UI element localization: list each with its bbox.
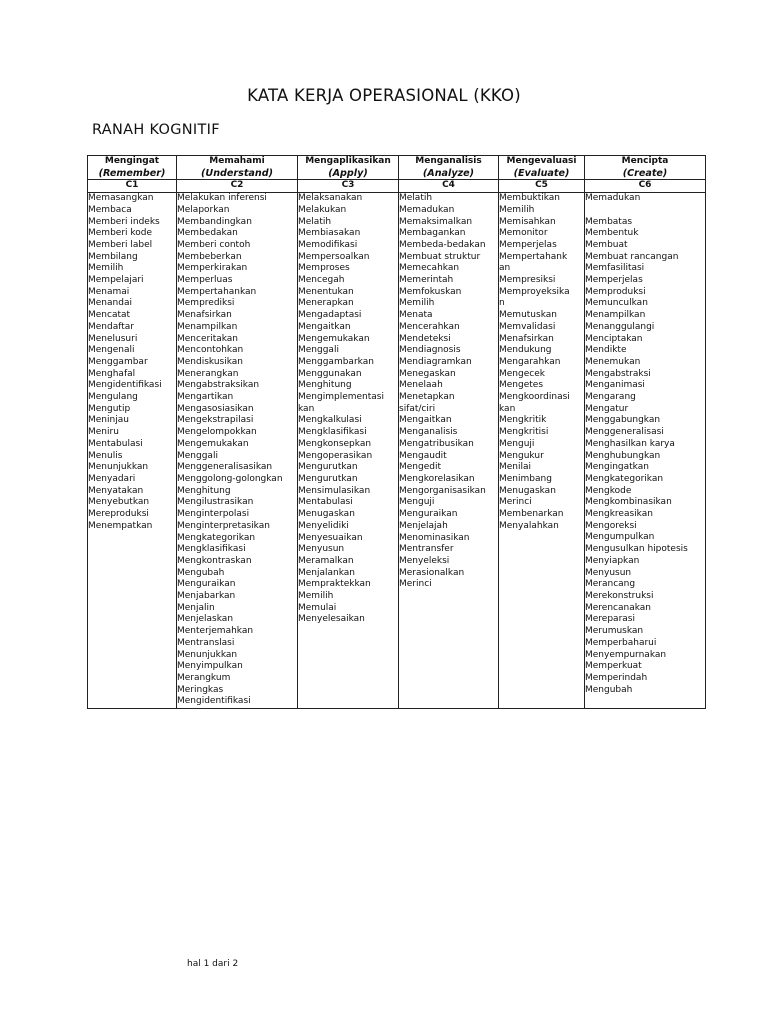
col-5-cell — [499, 193, 585, 709]
col-3-cell — [298, 193, 399, 709]
verb-item: Mengkode — [585, 485, 632, 496]
verb-item: Mengabstraksikan — [177, 380, 260, 391]
verb-item: Melakukan — [298, 204, 347, 215]
verb-item: Memecahkan — [399, 263, 460, 274]
col-4-verb-list — [399, 193, 498, 591]
verb-item: Melaksanakan — [298, 193, 363, 204]
verb-item: Menempatkan — [88, 520, 153, 531]
verb-item — [585, 205, 705, 217]
verb-item: Menggeneralisasikan — [177, 462, 273, 473]
col-2-verb-list — [177, 193, 297, 708]
kko-table — [87, 155, 706, 709]
col-5-english: (Evaluate) — [513, 167, 570, 179]
verb-item: Mentransfer — [399, 544, 454, 555]
verb-item: Menginterpolasi — [177, 509, 250, 520]
col-6-code: C6 — [585, 180, 706, 193]
col-2-code: C2 — [177, 180, 298, 193]
col-1-verb-list — [88, 193, 176, 532]
verb-item: Memproduksi — [585, 286, 646, 297]
verb-item: Meramalkan — [298, 555, 354, 566]
col-1-english: (Remember) — [98, 167, 166, 179]
verb-item: Memfokuskan — [399, 286, 462, 297]
verb-item: Membuat — [585, 239, 628, 250]
verb-item: Mengubah — [585, 684, 633, 695]
verb-item: Menggali — [298, 345, 339, 356]
verb-item: Membentuk — [585, 228, 639, 239]
verb-item: Mereproduksi — [88, 509, 149, 520]
verb-item: Merinci — [499, 497, 532, 508]
verb-item: Merumuskan — [585, 626, 644, 637]
col-4-cell — [399, 193, 499, 709]
verb-item: Mengkalkulasi — [298, 415, 362, 426]
col-3-english: (Apply) — [328, 167, 368, 179]
verb-item: Menguji — [499, 438, 535, 449]
verb-item: Mendiagnosis — [399, 345, 461, 356]
verb-item: Memperkuat — [585, 661, 642, 672]
col-2-name: Memahami — [209, 156, 265, 166]
verb-item: Memunculkan — [585, 298, 648, 309]
verb-item: Memisahkan — [499, 216, 556, 227]
verb-item: Menggabungkan — [585, 415, 661, 426]
verb-item: Menyesuaikan — [298, 532, 363, 543]
verb-item: Membeda-bedakan — [399, 239, 486, 250]
document-title: KATA KERJA OPERASIONAL (KKO) — [247, 86, 521, 105]
verb-item: Merangkum — [177, 672, 231, 683]
col-6-english: (Create) — [622, 167, 668, 179]
verb-item: Mengimplementasi — [298, 392, 384, 403]
verb-item: Mengukur — [499, 450, 544, 461]
verb-item: Menata — [399, 310, 433, 321]
verb-item: Menominasikan — [399, 532, 470, 543]
verb-item: Menyatakan — [88, 485, 144, 496]
verb-item: Mempersoalkan — [298, 251, 370, 262]
verb-item: Menyiapkan — [585, 555, 640, 566]
col-3-code: C3 — [298, 180, 399, 193]
verb-item: Menggeneralisasi — [585, 427, 664, 438]
verb-item: Membatas — [585, 216, 633, 227]
verb-item: Memperjelas — [585, 275, 643, 286]
verb-item: Menugaskan — [499, 485, 556, 496]
verb-item: Mentabulasi — [298, 497, 353, 508]
verb-item: Membuktikan — [499, 193, 561, 204]
verb-item: Menginterpretasikan — [177, 520, 270, 531]
verb-item: Memvalidasi — [499, 321, 556, 332]
verb-item: Mengoperasikan — [298, 450, 373, 461]
verb-item: Mentranslasi — [177, 637, 235, 648]
verb-item: Mengoreksi — [585, 520, 637, 531]
col-4-name: Menganalisis — [415, 156, 482, 166]
col-1-code: C1 — [88, 180, 177, 193]
verb-item: Meniru — [88, 427, 119, 438]
verb-item: Menyusun — [585, 567, 632, 578]
verb-item: Melaporkan — [177, 204, 230, 215]
verb-item: Memutuskan — [499, 310, 557, 321]
verb-item: Menguraikan — [399, 509, 458, 520]
verb-item: Memprediksi — [177, 298, 235, 309]
verb-item: Menguraikan — [177, 579, 236, 590]
verb-item: Menyempurnakan — [585, 649, 667, 660]
verb-item: Menamai — [88, 286, 130, 297]
verb-item: Memasangkan — [88, 193, 154, 204]
verb-item: Mengaudit — [399, 450, 447, 461]
verbs-row — [88, 193, 706, 709]
col-4-header — [399, 156, 499, 180]
verb-item: Menunjukkan — [177, 649, 238, 660]
verb-item: Menampilkan — [585, 310, 646, 321]
verb-item: Melatih — [399, 193, 433, 204]
verb-item: Mengusulkan hipotesis — [585, 544, 688, 555]
verb-item: Menyelidiki — [298, 520, 349, 531]
verb-item: n — [499, 298, 505, 309]
verb-item: Menyeleksi — [399, 555, 450, 566]
verb-item: Melatih — [298, 216, 332, 227]
verb-item: Memodifikasi — [298, 239, 358, 250]
col-2-cell — [177, 193, 298, 709]
col-6-name: Mencipta — [621, 156, 669, 166]
verb-item: Mengkritisi — [499, 427, 549, 438]
col-4-code: C4 — [399, 180, 499, 193]
verb-item: Mengkonsepkan — [298, 438, 372, 449]
verb-item: Membagankan — [399, 228, 466, 239]
verb-item: Memberi kode — [88, 228, 153, 239]
verb-item: Menceritakan — [177, 333, 239, 344]
verb-item: Menggolong-golongkan — [177, 473, 283, 484]
verb-item: Membuat rancangan — [585, 251, 679, 262]
verb-item: Menguji — [399, 497, 435, 508]
verb-item: Merinci — [399, 579, 432, 590]
verb-item: Memadukan — [399, 204, 455, 215]
col-5-header — [499, 156, 585, 180]
verb-item: Mengingatkan — [585, 462, 649, 473]
verb-item: Mempertahankan — [177, 286, 257, 297]
verb-item: Mendukung — [499, 345, 552, 356]
verb-item: Melakukan inferensi — [177, 193, 267, 204]
verb-item: Menganimasi — [585, 380, 645, 391]
header-row-names — [88, 156, 706, 180]
verb-item: Memaksimalkan — [399, 216, 473, 227]
verb-item: Memproyeksika — [499, 286, 570, 297]
col-1-header — [88, 156, 177, 180]
verb-item: Menerangkan — [177, 368, 239, 379]
verb-item: Mengaitkan — [399, 415, 452, 426]
verb-item: Mengelompokkan — [177, 427, 257, 438]
verb-item: Mensimulasikan — [298, 485, 371, 496]
verb-item: Mengemukakan — [298, 333, 370, 344]
verb-item: Menyusun — [298, 544, 345, 555]
verb-item: Merasionalkan — [399, 567, 465, 578]
verb-item: Menampilkan — [177, 321, 238, 332]
col-3-name: Mengaplikasikan — [305, 156, 391, 166]
col-1-cell — [88, 193, 177, 709]
verb-item: Mengklasifikasi — [298, 427, 367, 438]
verb-item: Membandingkan — [177, 216, 252, 227]
col-1-name: Mengingat — [104, 156, 160, 166]
verb-item: Meringkas — [177, 684, 224, 695]
verb-item: Menilai — [499, 462, 532, 473]
verb-item: sifat/ciri — [399, 403, 436, 414]
verb-item: Menyalahkan — [499, 520, 559, 531]
verb-item: Mempelajari — [88, 275, 144, 286]
verb-item: Menghubungkan — [585, 450, 661, 461]
verb-item: Mengecek — [499, 368, 545, 379]
verb-item: Mengarahkan — [499, 356, 561, 367]
verb-item: Mengarang — [585, 392, 636, 403]
verb-item: Memadukan — [585, 193, 641, 204]
verb-item: kan — [298, 403, 315, 414]
verb-item: Mengurutkan — [298, 462, 358, 473]
verb-item: Mendiskusikan — [177, 356, 244, 367]
verb-item: Memberi label — [88, 239, 153, 250]
col-2-header — [177, 156, 298, 180]
verb-item: Mengenali — [88, 345, 135, 356]
verb-item: Menemukan — [585, 356, 641, 367]
verb-item: Membenarkan — [499, 509, 564, 520]
verb-item: Memulai — [298, 602, 337, 613]
verb-item: Menghitung — [298, 380, 352, 391]
verb-item: Memilih — [88, 263, 124, 274]
verb-item: Menghasilkan karya — [585, 438, 675, 449]
verb-item: Menggambarkan — [298, 356, 374, 367]
verb-item: Menciptakan — [585, 333, 643, 344]
verb-item: Menyadari — [88, 473, 136, 484]
verb-item: Menanggulangi — [585, 321, 655, 332]
verb-item: Menimbang — [499, 473, 552, 484]
verb-item: Mengulang — [88, 392, 138, 403]
verb-item: Menentukan — [298, 286, 354, 297]
verb-item: Menegaskan — [399, 368, 456, 379]
verb-item: Mempresiksi — [499, 275, 556, 286]
verb-item: Mengasosiasikan — [177, 403, 254, 414]
verb-item: Membuat struktur — [399, 251, 481, 262]
verb-item: Menunjukkan — [88, 462, 149, 473]
verb-item: Menandai — [88, 298, 132, 309]
verb-item: Mengkreasikan — [585, 509, 653, 520]
verb-item: Membedakan — [177, 228, 238, 239]
verb-item: Mengaitkan — [298, 321, 351, 332]
verb-item: Menggambar — [88, 356, 148, 367]
verb-item: Membaca — [88, 204, 132, 215]
verb-item: Menelusuri — [88, 333, 138, 344]
verb-item: Mencerahkan — [399, 321, 460, 332]
verb-item: Memperjelas — [499, 239, 557, 250]
verb-item: Menyebutkan — [88, 497, 150, 508]
col-6-verb-list — [585, 193, 705, 696]
verb-item: Mendikte — [585, 345, 627, 356]
verb-item: Memperbaharui — [585, 637, 657, 648]
verb-item: Menjalin — [177, 602, 215, 613]
verb-item: Mengkategorikan — [177, 532, 256, 543]
verb-item: Membeberkan — [177, 251, 242, 262]
page-footer: hal 1 dari 2 — [187, 959, 239, 969]
verb-item: Menetapkan — [399, 392, 455, 403]
verb-item: Mengkritik — [499, 415, 547, 426]
section-heading: RANAH KOGNITIF — [92, 122, 220, 138]
col-4-english: (Analyze) — [422, 167, 475, 179]
verb-item: Memfasilitasi — [585, 263, 645, 274]
verb-item: Memilih — [399, 298, 435, 309]
verb-item: Mengumpulkan — [585, 532, 655, 543]
verb-item: Mengkoordinasi — [499, 392, 570, 403]
col-2-english: (Understand) — [201, 167, 273, 179]
verb-item: Mengklasifikasi — [177, 544, 246, 555]
verb-item: Merencanakan — [585, 602, 652, 613]
verb-item: Mencontohkan — [177, 345, 244, 356]
verb-item: Menggali — [177, 450, 218, 461]
verb-item: Mengubah — [177, 567, 225, 578]
verb-item: Mengartikan — [177, 392, 234, 403]
verb-item: Mengabstraksi — [585, 368, 651, 379]
verb-item: an — [499, 263, 511, 274]
verb-item: Mengatur — [585, 403, 629, 414]
verb-item: Mengidentifikasi — [88, 380, 162, 391]
verb-item: Mengemukakan — [177, 438, 249, 449]
verb-item: Menelaah — [399, 380, 443, 391]
verb-item: Menafsirkan — [177, 310, 232, 321]
verb-item: Menjelajah — [399, 520, 448, 531]
verb-item: Memberi contoh — [177, 239, 251, 250]
verb-item: Memperluas — [177, 275, 233, 286]
verb-item: Mengutip — [88, 403, 131, 414]
verb-item: Mengurutkan — [298, 473, 358, 484]
verb-item: Merancang — [585, 579, 636, 590]
verb-item: Menggunakan — [298, 368, 362, 379]
verb-item: Memilih — [499, 204, 535, 215]
verb-item: Menerapkan — [298, 298, 354, 309]
verb-item: Membilang — [88, 251, 138, 262]
verb-item: Mengidentifikasi — [177, 696, 251, 707]
col-5-code: C5 — [499, 180, 585, 193]
verb-item: Menyelesaikan — [298, 614, 365, 625]
col-6-header — [585, 156, 706, 180]
col-5-verb-list — [499, 193, 584, 532]
col-6-cell — [585, 193, 706, 709]
verb-item: Merekonstruksi — [585, 591, 654, 601]
verb-item: Meninjau — [88, 415, 129, 426]
verb-item: Memonitor — [499, 228, 548, 239]
verb-item: Membiasakan — [298, 228, 361, 239]
verb-item: Mengatribusikan — [399, 438, 474, 449]
verb-item: Mempraktekkan — [298, 579, 371, 590]
verb-item: Menyimpulkan — [177, 661, 243, 672]
verb-item: Mengilustrasikan — [177, 497, 254, 508]
col-5-name: Mengevaluasi — [506, 156, 577, 166]
verb-item: Menterjemahkan — [177, 626, 254, 637]
verb-item: Menjalankan — [298, 567, 356, 578]
verb-item: Menjelaskan — [177, 614, 234, 625]
verb-item: Mengedit — [399, 462, 441, 473]
verb-item: Mengekstrapilasi — [177, 415, 254, 426]
verb-item: Memperkirakan — [177, 263, 248, 274]
verb-item: Mereparasi — [585, 614, 635, 625]
verb-item: Mengetes — [499, 380, 544, 391]
verb-item: Mengkontraskan — [177, 555, 252, 566]
verb-item: Mempertahank — [499, 251, 568, 262]
verb-item: Memilih — [298, 591, 334, 602]
verb-item: Menjabarkan — [177, 591, 236, 602]
verb-item: Menafsirkan — [499, 333, 554, 344]
verb-item: Memproses — [298, 263, 350, 274]
verb-item: Menganalisis — [399, 427, 458, 438]
col-3-verb-list — [298, 193, 398, 626]
verb-item: Mendeteksi — [399, 333, 451, 344]
verb-item: Memerintah — [399, 275, 454, 286]
verb-item: Mendiagramkan — [399, 356, 472, 367]
verb-item: Mendaftar — [88, 321, 134, 332]
verb-item: Mentabulasi — [88, 438, 143, 449]
verb-item: Menulis — [88, 450, 123, 461]
header-row-codes — [88, 180, 706, 193]
verb-item: Mengkorelasikan — [399, 473, 475, 484]
verb-item: Mengorganisasikan — [399, 485, 486, 496]
verb-item: Menghitung — [177, 485, 231, 496]
verb-item: Mengkombinasikan — [585, 497, 672, 508]
verb-item: Mengkategorikan — [585, 473, 664, 484]
verb-item: kan — [499, 403, 516, 414]
verb-item: Menghafal — [88, 368, 136, 379]
verb-item: Memperindah — [585, 672, 648, 683]
verb-item: Mencatat — [88, 310, 131, 321]
verb-item: Memberi indeks — [88, 216, 160, 227]
verb-item: Menugaskan — [298, 509, 355, 520]
col-3-header — [298, 156, 399, 180]
verb-item: Mencegah — [298, 275, 345, 286]
verb-item: Mengadaptasi — [298, 310, 362, 321]
